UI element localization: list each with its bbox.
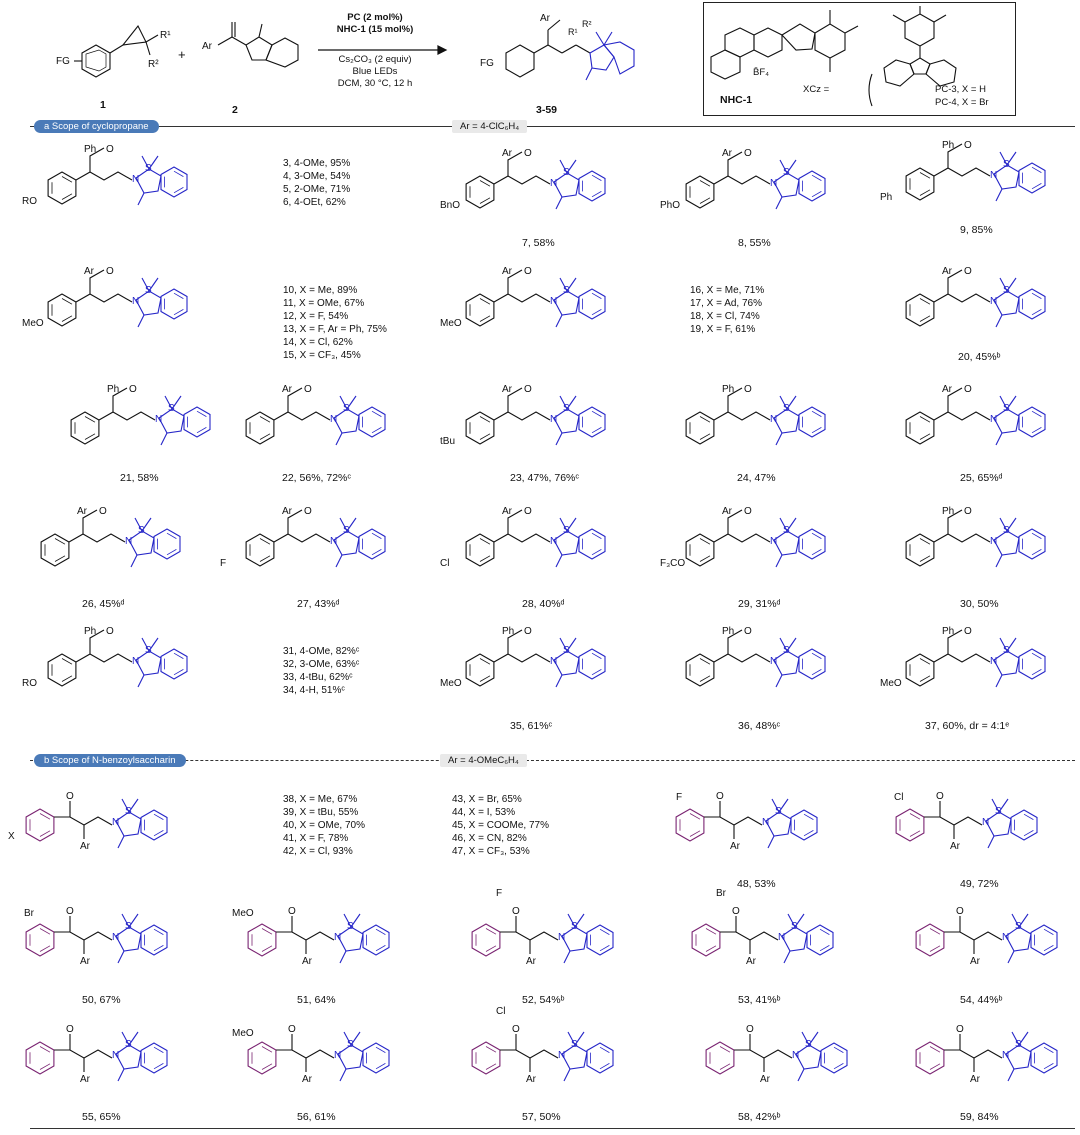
compound-structure: [906, 384, 1045, 445]
acyl-substituent: Ar: [282, 506, 292, 517]
compound-label-8: 8, 55%: [738, 237, 771, 249]
ring-substituent: F: [496, 888, 503, 899]
aryl-substituent: Ar: [80, 841, 90, 852]
list-entry: 42, X = Cl, 93%: [283, 846, 353, 857]
reagent2-ar: Ar: [202, 41, 212, 52]
aryl-substituent: RO: [22, 196, 37, 207]
sulfur-atom: S: [145, 163, 152, 174]
compound-structure: [906, 266, 1045, 327]
carbonyl-oxygen: O: [66, 906, 74, 917]
list-entry: 47, X = CF₃, 53%: [452, 846, 530, 857]
compound-structure: [894, 791, 1037, 852]
sulfur-atom: S: [563, 403, 570, 414]
list-entry: 31, 4-OMe, 82%ᶜ: [283, 646, 360, 657]
compound-structure: [246, 384, 385, 445]
sulfur-atom: S: [125, 921, 132, 932]
nitrogen-atom: N: [550, 178, 558, 189]
compound-label-59: 59, 84%: [960, 1111, 999, 1123]
compound-structure: [676, 791, 817, 852]
xcz-label: XCz =: [803, 84, 830, 95]
acyl-substituent: Ph: [84, 626, 97, 637]
nitrogen-atom: N: [155, 414, 163, 425]
sulfur-atom: S: [783, 403, 790, 414]
list-entry: 13, X = F, Ar = Ph, 75%: [283, 324, 387, 335]
reagent1-fg: FG: [56, 56, 70, 67]
aryl-substituent: Ph: [880, 192, 893, 203]
sulfur-atom: S: [783, 645, 790, 656]
compound-label-21: 21, 58%: [120, 472, 159, 484]
list-entry: 3, 4-OMe, 95%: [283, 158, 351, 169]
compound-structure: [706, 1024, 847, 1085]
compound-structure: [440, 626, 605, 689]
ring-substituent: Br: [716, 888, 726, 899]
nitrogen-atom: N: [982, 817, 990, 828]
nitrogen-atom: N: [792, 1050, 800, 1061]
carbonyl-oxygen: O: [512, 1024, 520, 1035]
carbonyl-oxygen: O: [956, 1024, 964, 1035]
sulfur-atom: S: [1015, 921, 1022, 932]
aryl-substituent: F₃CO: [660, 558, 686, 569]
carbonyl-oxygen: O: [716, 791, 724, 802]
acyl-substituent: Ph: [942, 140, 955, 151]
product-label: 3-59: [536, 104, 558, 116]
list-entry: 43, X = Br, 65%: [452, 794, 522, 805]
aryl-substituent: Ar: [730, 841, 740, 852]
sulfur-atom: S: [571, 921, 578, 932]
list-entry: 44, X = I, 53%: [452, 807, 516, 818]
nitrogen-atom: N: [112, 932, 120, 943]
acyl-substituent: Ar: [722, 506, 732, 517]
aryl-substituent: MeO: [440, 678, 462, 689]
ring-substituent: Br: [24, 908, 34, 919]
bf4-label: B̄F₄: [753, 67, 770, 78]
list-entry: 34, 4-H, 51%ᶜ: [283, 685, 345, 696]
sulfur-atom: S: [168, 403, 175, 414]
list-entry: 17, X = Ad, 76%: [690, 298, 762, 309]
nitrogen-atom: N: [550, 414, 558, 425]
nitrogen-atom: N: [550, 296, 558, 307]
compound-label-29: 29, 31%ᵈ: [738, 598, 781, 610]
section-a-ar-note: Ar = 4-ClC₆H₄: [452, 120, 527, 133]
list-entry: 10, X = Me, 89%: [283, 285, 358, 296]
sulfur-atom: S: [343, 525, 350, 536]
sulfur-atom: S: [995, 806, 1002, 817]
compound-label-55: 55, 65%: [82, 1111, 121, 1123]
condition-pc: PC (2 mol%): [347, 12, 403, 23]
carbonyl-oxygen: O: [512, 906, 520, 917]
compound-label-9: 9, 85%: [960, 224, 993, 236]
aryl-substituent: Ar: [302, 1074, 312, 1085]
carbonyl-oxygen: O: [964, 626, 972, 637]
sulfur-atom: S: [138, 525, 145, 536]
reagent1-r1: R¹: [160, 30, 171, 41]
nitrogen-atom: N: [334, 1050, 342, 1061]
compound-structure: [686, 384, 825, 445]
carbonyl-oxygen: O: [66, 791, 74, 802]
carbonyl-oxygen: O: [304, 506, 312, 517]
carbonyl-oxygen: O: [288, 906, 296, 917]
sulfur-atom: S: [805, 1039, 812, 1050]
carbonyl-oxygen: O: [746, 1024, 754, 1035]
sulfur-atom: S: [1003, 403, 1010, 414]
reagent1-label: 1: [100, 99, 106, 111]
acyl-substituent: Ph: [942, 506, 955, 517]
carbonyl-oxygen: O: [744, 148, 752, 159]
nhc-label: NHC-1: [720, 94, 753, 106]
carbonyl-oxygen: O: [964, 140, 972, 151]
acyl-substituent: Ar: [77, 506, 87, 517]
product-r2: R²: [582, 19, 592, 29]
carbonyl-oxygen: O: [99, 506, 107, 517]
compound-structure: [660, 148, 825, 211]
list-entry: 46, X = CN, 82%: [452, 833, 527, 844]
carbonyl-oxygen: O: [524, 626, 532, 637]
carbonyl-oxygen: O: [288, 1024, 296, 1035]
compound-structure: [26, 1024, 167, 1085]
compound-label-25: 25, 65%ᵈ: [960, 472, 1003, 484]
condition-light: Blue LEDs: [352, 66, 398, 77]
compound-label-50: 50, 67%: [82, 994, 121, 1006]
compound-structure: [916, 1024, 1057, 1085]
carbonyl-oxygen: O: [524, 148, 532, 159]
carbonyl-oxygen: O: [744, 384, 752, 395]
compound-label-27: 27, 43%ᵈ: [297, 598, 340, 610]
list-entry: 4, 3-OMe, 54%: [283, 171, 351, 182]
acyl-substituent: Ar: [502, 266, 512, 277]
compound-label-58: 58, 42%ᵇ: [738, 1111, 781, 1123]
acyl-substituent: Ar: [502, 148, 512, 159]
sulfur-atom: S: [145, 285, 152, 296]
list-entry: 14, X = Cl, 62%: [283, 337, 353, 348]
compound-structure: [440, 266, 605, 329]
aryl-substituent: RO: [22, 678, 37, 689]
compound-structure: [660, 506, 825, 569]
nitrogen-atom: N: [990, 296, 998, 307]
aryl-substituent: Ar: [746, 956, 756, 967]
acyl-substituent: Ar: [942, 384, 952, 395]
aryl-substituent: Ar: [526, 1074, 536, 1085]
compound-label-28: 28, 40%ᵈ: [522, 598, 565, 610]
acyl-substituent: Ph: [502, 626, 515, 637]
reagent1-r2: R²: [148, 59, 159, 70]
ring-substituent: F: [676, 792, 683, 803]
acyl-substituent: Ph: [722, 384, 735, 395]
product-ar: Ar: [540, 13, 550, 24]
sulfur-atom: S: [145, 645, 152, 656]
compound-structure: [472, 888, 613, 967]
compound-structure: [686, 626, 825, 687]
compound-structure: [440, 384, 605, 447]
nitrogen-atom: N: [112, 817, 120, 828]
nitrogen-atom: N: [778, 932, 786, 943]
plus-sign: +: [178, 47, 186, 62]
reagent2-label: 2: [232, 104, 238, 116]
nitrogen-atom: N: [990, 656, 998, 667]
nitrogen-atom: N: [558, 1050, 566, 1061]
sulfur-atom: S: [775, 806, 782, 817]
compound-structure: [880, 140, 1045, 203]
condition-solvent: DCM, 30 °C, 12 h: [337, 78, 413, 89]
aryl-substituent: Ar: [526, 956, 536, 967]
compound-label-52: 52, 54%ᵇ: [522, 994, 565, 1006]
compound-structure: [440, 148, 605, 211]
nitrogen-atom: N: [762, 817, 770, 828]
ring-substituent: MeO: [232, 1028, 254, 1039]
compound-structure: [41, 506, 180, 567]
nitrogen-atom: N: [132, 174, 140, 185]
aryl-substituent: MeO: [880, 678, 902, 689]
compound-label-37: 37, 60%, dr = 4:1ᵉ: [925, 720, 1010, 732]
nitrogen-atom: N: [1002, 932, 1010, 943]
nitrogen-atom: N: [330, 536, 338, 547]
carbonyl-oxygen: O: [106, 266, 114, 277]
product-fg: FG: [480, 58, 494, 69]
carbonyl-oxygen: O: [964, 266, 972, 277]
sulfur-atom: S: [125, 806, 132, 817]
list-entry: 45, X = COOMe, 77%: [452, 820, 549, 831]
list-entry: 16, X = Me, 71%: [690, 285, 765, 296]
compound-label-35: 35, 61%ᶜ: [510, 720, 553, 732]
carbonyl-oxygen: O: [304, 384, 312, 395]
compound-structure: [692, 888, 833, 967]
aryl-substituent: F: [220, 558, 227, 569]
sulfur-atom: S: [1003, 645, 1010, 656]
compound-label-56: 56, 61%: [297, 1111, 336, 1123]
carbonyl-oxygen: O: [964, 384, 972, 395]
carbonyl-oxygen: O: [744, 506, 752, 517]
nitrogen-atom: N: [770, 414, 778, 425]
ring-substituent: Cl: [496, 1006, 506, 1017]
carbonyl-oxygen: O: [936, 791, 944, 802]
nitrogen-atom: N: [770, 656, 778, 667]
list-entry: 11, X = OMe, 67%: [283, 298, 365, 309]
list-entry: 12, X = F, 54%: [283, 311, 349, 322]
sulfur-atom: S: [563, 645, 570, 656]
nitrogen-atom: N: [558, 932, 566, 943]
sulfur-atom: S: [1003, 525, 1010, 536]
nitrogen-atom: N: [770, 178, 778, 189]
compound-structure: [880, 626, 1045, 689]
carbonyl-oxygen: O: [524, 266, 532, 277]
list-entry: 18, X = Cl, 74%: [690, 311, 760, 322]
nitrogen-atom: N: [132, 656, 140, 667]
sulfur-atom: S: [1003, 285, 1010, 296]
nitrogen-atom: N: [990, 170, 998, 181]
list-entry: 33, 4-tBu, 62%ᶜ: [283, 672, 353, 683]
compound-label-7: 7, 58%: [522, 237, 555, 249]
ring-substituent: Cl: [894, 792, 904, 803]
section-a-title: a Scope of cyclopropane: [34, 120, 159, 133]
nitrogen-atom: N: [550, 536, 558, 547]
acyl-substituent: Ar: [942, 266, 952, 277]
section-b-ar-note: Ar = 4-OMeC₆H₄: [440, 754, 527, 767]
compound-label-26: 26, 45%ᵈ: [82, 598, 125, 610]
carbonyl-oxygen: O: [524, 506, 532, 517]
nitrogen-atom: N: [132, 296, 140, 307]
compound-structure: [8, 791, 167, 852]
product-r1: R¹: [568, 27, 578, 37]
compound-structure: [71, 384, 210, 445]
sulfur-atom: S: [571, 1039, 578, 1050]
acyl-substituent: Ar: [84, 266, 94, 277]
list-entry: 19, X = F, 61%: [690, 324, 756, 335]
compound-structure: [24, 906, 167, 967]
carbonyl-oxygen: O: [106, 144, 114, 155]
compound-label-57: 57, 50%: [522, 1111, 561, 1123]
aryl-substituent: MeO: [22, 318, 44, 329]
compound-structure: [232, 1024, 389, 1085]
sulfur-atom: S: [1015, 1039, 1022, 1050]
aryl-substituent: MeO: [440, 318, 462, 329]
aryl-substituent: PhO: [660, 200, 681, 211]
compound-label-49: 49, 72%: [960, 878, 999, 890]
list-entry: 39, X = tBu, 55%: [283, 807, 359, 818]
carbonyl-oxygen: O: [106, 626, 114, 637]
compound-structure: [22, 626, 187, 689]
aryl-substituent: Ar: [302, 956, 312, 967]
acyl-substituent: Ar: [502, 506, 512, 517]
acyl-substituent: Ar: [282, 384, 292, 395]
acyl-substituent: Ar: [722, 148, 732, 159]
aryl-substituent: Ar: [80, 956, 90, 967]
ring-substituent: MeO: [232, 908, 254, 919]
nitrogen-atom: N: [990, 414, 998, 425]
aryl-substituent: Ar: [970, 1074, 980, 1085]
sulfur-atom: S: [783, 525, 790, 536]
compound-label-30: 30, 50%: [960, 598, 999, 610]
nitrogen-atom: N: [990, 536, 998, 547]
compound-structure: [22, 266, 187, 329]
compound-structure: [916, 906, 1057, 967]
condition-nhc: NHC-1 (15 mol%): [336, 24, 414, 35]
aryl-substituent: Ar: [80, 1074, 90, 1085]
compound-label-23: 23, 47%, 76%ᶜ: [510, 472, 580, 484]
list-entry: 32, 3-OMe, 63%ᶜ: [283, 659, 360, 670]
pc3-legend: PC-3, X = H: [935, 84, 986, 95]
compound-structure: [22, 144, 187, 207]
compound-label-36: 36, 48%ᶜ: [738, 720, 781, 732]
nitrogen-atom: N: [334, 932, 342, 943]
compound-structure: [232, 906, 389, 967]
compound-label-54: 54, 44%ᵇ: [960, 994, 1003, 1006]
sulfur-atom: S: [563, 167, 570, 178]
section-b-title: b Scope of N-benzoylsaccharin: [34, 754, 186, 767]
compound-structure: [220, 506, 385, 569]
sulfur-atom: S: [125, 1039, 132, 1050]
aryl-substituent: Ar: [950, 841, 960, 852]
acyl-substituent: Ph: [84, 144, 97, 155]
aryl-substituent: tBu: [440, 436, 456, 447]
acyl-substituent: Ph: [722, 626, 735, 637]
list-entry: 6, 4-OEt, 62%: [283, 197, 346, 208]
nitrogen-atom: N: [330, 414, 338, 425]
carbonyl-oxygen: O: [956, 906, 964, 917]
condition-base: Cs₂CO₃ (2 equiv): [338, 54, 412, 65]
carbonyl-oxygen: O: [732, 906, 740, 917]
compound-label-22: 22, 56%, 72%ᶜ: [282, 472, 352, 484]
aryl-substituent: BnO: [440, 200, 461, 211]
carbonyl-oxygen: O: [66, 1024, 74, 1035]
nitrogen-atom: N: [770, 536, 778, 547]
compound-label-51: 51, 64%: [297, 994, 336, 1006]
carbonyl-oxygen: O: [964, 506, 972, 517]
list-entry: 15, X = CF₃, 45%: [283, 350, 361, 361]
sulfur-atom: S: [563, 285, 570, 296]
list-entry: 40, X = OMe, 70%: [283, 820, 365, 831]
sulfur-atom: S: [1003, 159, 1010, 170]
pc4-legend: PC-4, X = Br: [935, 97, 989, 108]
nitrogen-atom: N: [1002, 1050, 1010, 1061]
carbonyl-oxygen: O: [744, 626, 752, 637]
sulfur-atom: S: [563, 525, 570, 536]
aryl-substituent: Ar: [970, 956, 980, 967]
nitrogen-atom: N: [125, 536, 133, 547]
compound-structure: [440, 506, 605, 569]
list-entry: 5, 2-OMe, 71%: [283, 184, 351, 195]
list-entry: 38, X = Me, 67%: [283, 794, 358, 805]
aryl-substituent: Ar: [760, 1074, 770, 1085]
list-entry: 41, X = F, 78%: [283, 833, 349, 844]
sulfur-atom: S: [783, 167, 790, 178]
acyl-substituent: Ar: [502, 384, 512, 395]
sulfur-atom: S: [347, 1039, 354, 1050]
compound-label-48: 48, 53%: [737, 878, 776, 890]
acyl-substituent: Ph: [942, 626, 955, 637]
ring-substituent: X: [8, 831, 15, 842]
carbonyl-oxygen: O: [129, 384, 137, 395]
compound-structure: [906, 506, 1045, 567]
sulfur-atom: S: [347, 921, 354, 932]
nitrogen-atom: N: [550, 656, 558, 667]
acyl-substituent: Ph: [107, 384, 120, 395]
sulfur-atom: S: [791, 921, 798, 932]
compound-structure: [472, 1006, 613, 1085]
compound-label-24: 24, 47%: [737, 472, 776, 484]
sulfur-atom: S: [343, 403, 350, 414]
compound-label-20: 20, 45%ᵇ: [958, 351, 1001, 363]
carbonyl-oxygen: O: [524, 384, 532, 395]
compound-label-53: 53, 41%ᵇ: [738, 994, 781, 1006]
aryl-substituent: Cl: [440, 558, 450, 569]
nitrogen-atom: N: [112, 1050, 120, 1061]
